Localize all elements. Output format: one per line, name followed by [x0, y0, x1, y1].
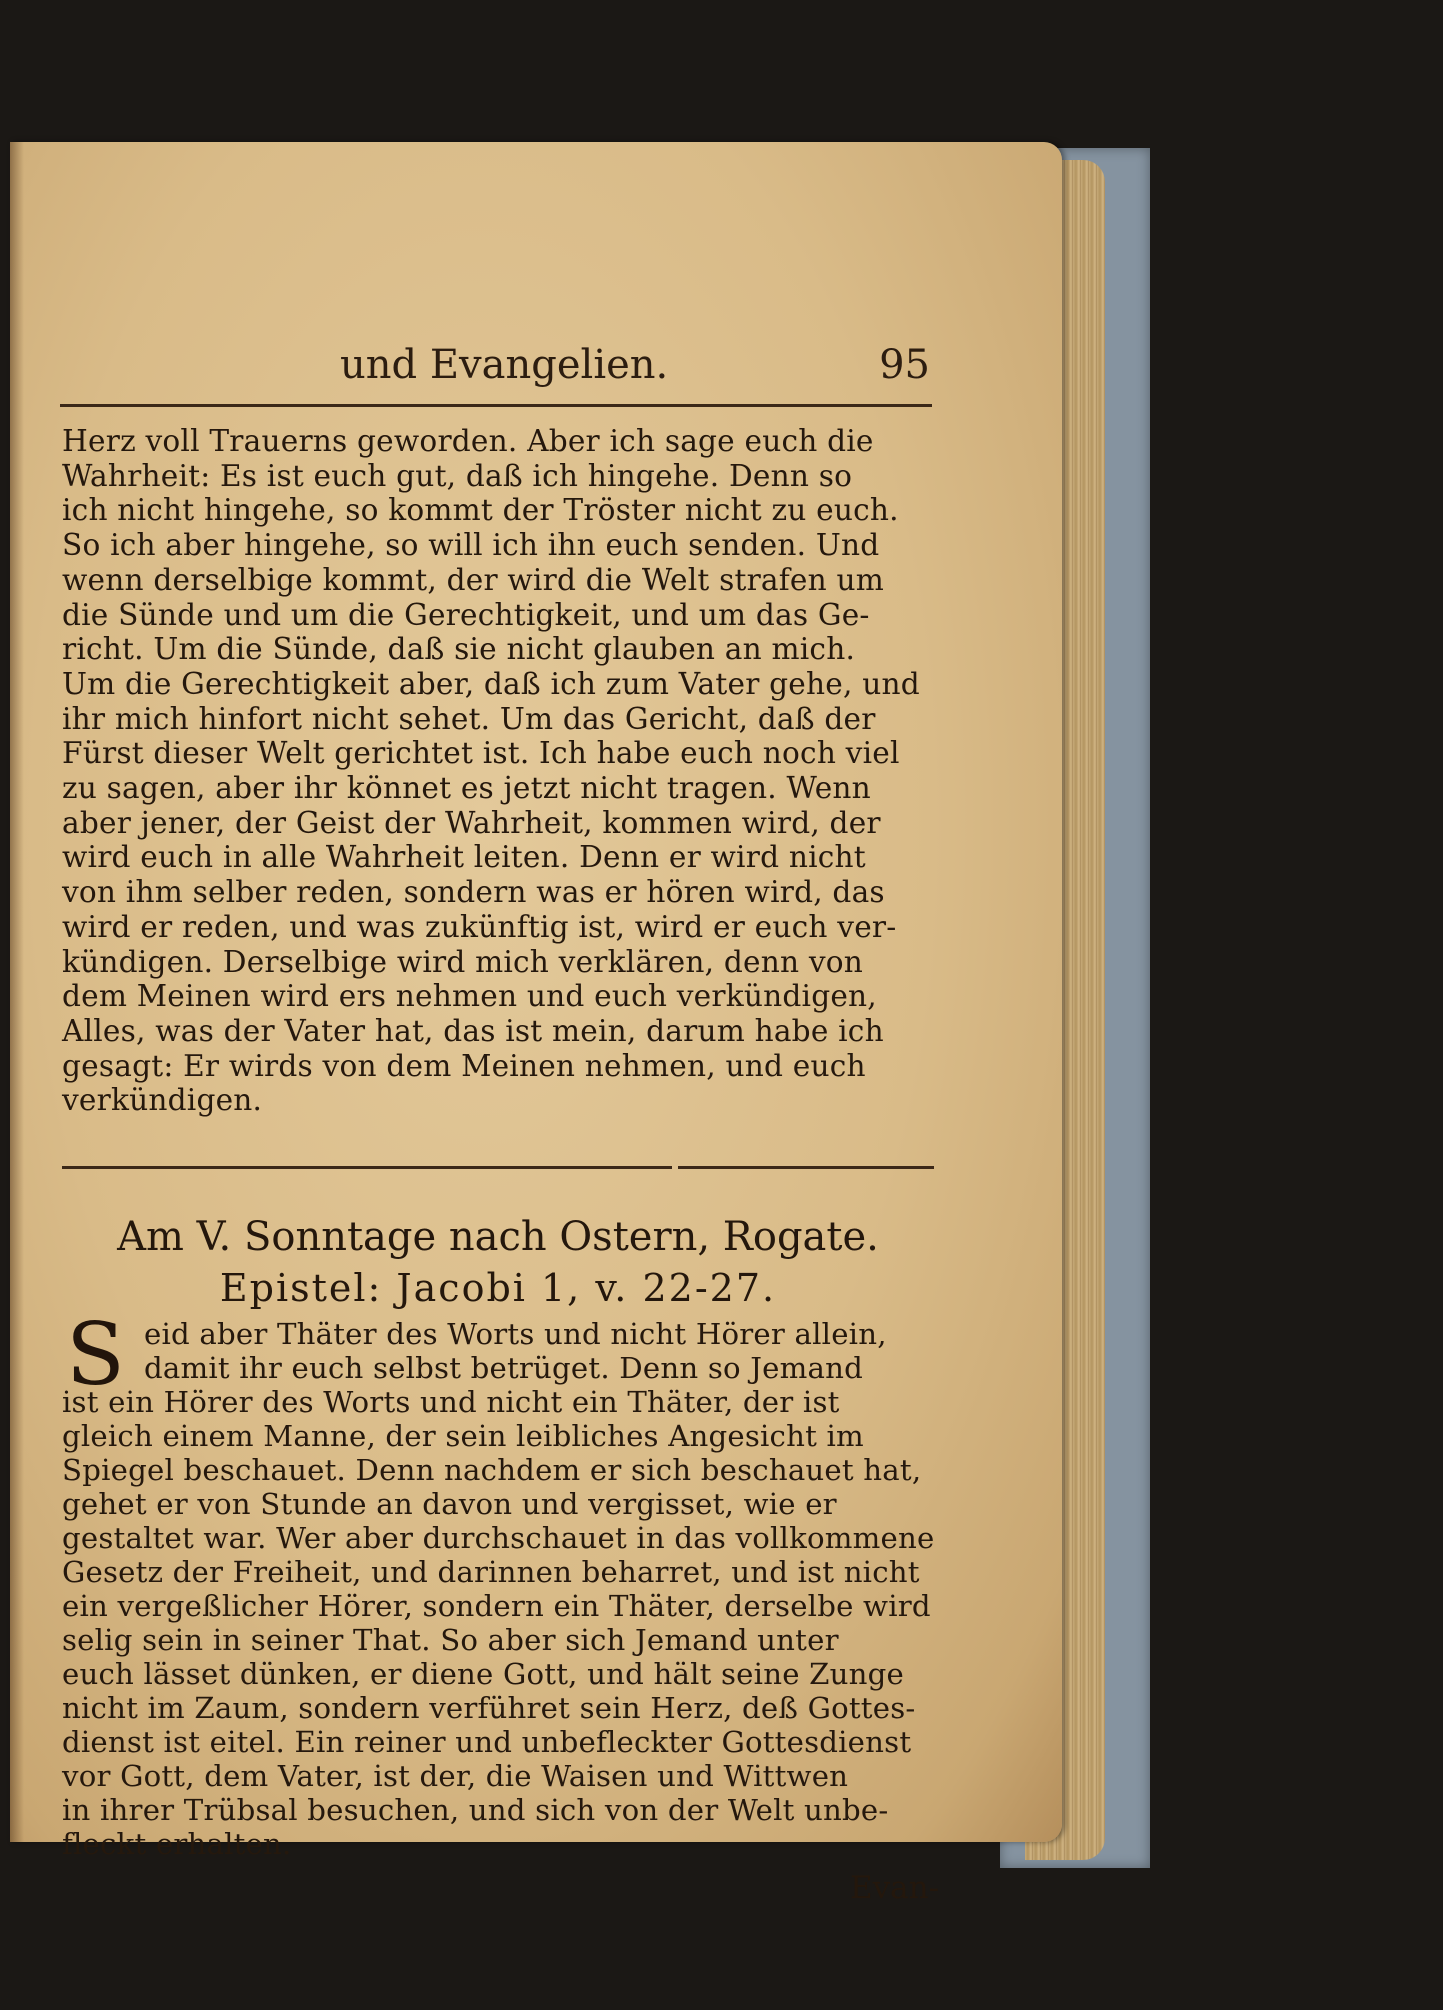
text-line: in ihrer Trübsal besuchen, und sich von der Welt unbe- [62, 1793, 889, 1827]
text-line: Wahrheit: Es ist euch gut, daß ich hingehe. Denn so [62, 458, 853, 493]
text-line: vor Gott, dem Vater, ist der, die Waisen und Wittwen [62, 1759, 849, 1793]
text-line: Herz voll Trauerns geworden. Aber ich sage euch die [62, 424, 874, 458]
text-line: gestaltet war. Wer aber durchschauet in das vollkommene [62, 1521, 935, 1555]
text-line: wird er reden, und was zukünftig ist, wird er euch ver- [62, 909, 897, 944]
text-line: So ich aber hingehe, so will ich ihn euch senden. Und [62, 528, 880, 563]
epistle-reference: Epistel: Jacobi 1, v. 22-27. [219, 1266, 777, 1310]
text-line: die Sünde und um die Gerechtigkeit, und um das Ge- [62, 597, 870, 632]
text-line: richt. Um die Sünde, daß sie nicht glauben an mich. [62, 632, 856, 667]
text-line: wenn derselbige kommt, der wird die Welt strafen um [62, 562, 885, 597]
section-divider-left [62, 1166, 672, 1169]
header-rule [60, 404, 932, 407]
section-divider-right [678, 1166, 934, 1169]
text-line: nicht im Zaum, sondern verführet sein Herz, deß Gottes- [62, 1691, 916, 1725]
text-line: aber jener, der Geist der Wahrheit, kommen wird, der [62, 805, 881, 840]
text-line: kündigen. Derselbige wird mich verklären, denn von [62, 944, 864, 979]
text-line: Spiegel beschauet. Denn nachdem er sich beschauet hat, [62, 1453, 922, 1487]
text-line: Um die Gerechtigkeit aber, daß ich zum Vater gehe, und [62, 666, 920, 701]
text-line: verkündigen. [62, 1083, 263, 1118]
text-line: euch lässet dünken, er diene Gott, und hält seine Zunge [62, 1657, 904, 1691]
text-line: Gesetz der Freiheit, und darinnen beharret, und ist nicht [62, 1555, 920, 1589]
text-line: von ihm selber reden, sondern was er hören wird, das [62, 875, 885, 910]
text-line: fleckt erhalten. [62, 1827, 292, 1861]
page-number: 95 [879, 342, 930, 388]
gospel-text-block [62, 424, 934, 1118]
text-line: ein vergeßlicher Hörer, sondern ein Thäter, derselbe wird [62, 1589, 931, 1623]
epistle-text-block [62, 1317, 946, 1861]
text-line: selig sein in seiner That. So aber sich Jemand unter [62, 1623, 839, 1657]
book-page [10, 142, 1062, 1906]
text-line: gleich einem Manne, der sein leibliches Angesicht im [62, 1419, 864, 1453]
catchword: Evan- [850, 1870, 940, 1906]
text-line: ist ein Hörer des Worts und nicht ein Thäter, der ist [62, 1385, 840, 1419]
running-title: und Evangelien. [340, 342, 669, 388]
text-line: dem Meinen wird ers nehmen und euch verkündigen, [62, 979, 877, 1014]
text-line: wird euch in alle Wahrheit leiten. Denn er wird nicht [62, 840, 866, 875]
drop-cap: S [66, 1305, 125, 1405]
running-header [340, 342, 930, 392]
text-line: eid aber Thäter des Worts und nicht Hörer allein, [144, 1317, 887, 1351]
text-line: ihr mich hinfort nicht sehet. Um das Gericht, daß der [62, 701, 876, 736]
text-line: Alles, was der Vater hat, das ist mein, darum habe ich [62, 1013, 884, 1048]
text-line: damit ihr euch selbst betrüget. Denn so Jemand [144, 1351, 864, 1385]
text-line: ich nicht hingehe, so kommt der Tröster nicht zu euch. [62, 493, 899, 528]
text-line: gehet er von Stunde an davon und vergisset, wie er [62, 1487, 837, 1521]
text-line: dienst ist eitel. Ein reiner und unbefleckter Gottesdienst [62, 1725, 912, 1759]
section-heading: Am V. Sonntage nach Ostern, Rogate. [117, 1214, 879, 1260]
text-line: gesagt: Er wirds von dem Meinen nehmen, und euch [62, 1048, 866, 1083]
text-line: zu sagen, aber ihr könnet es jetzt nicht tragen. Wenn [62, 771, 871, 806]
text-line: Fürst dieser Welt gerichtet ist. Ich habe euch noch viel [62, 736, 900, 771]
